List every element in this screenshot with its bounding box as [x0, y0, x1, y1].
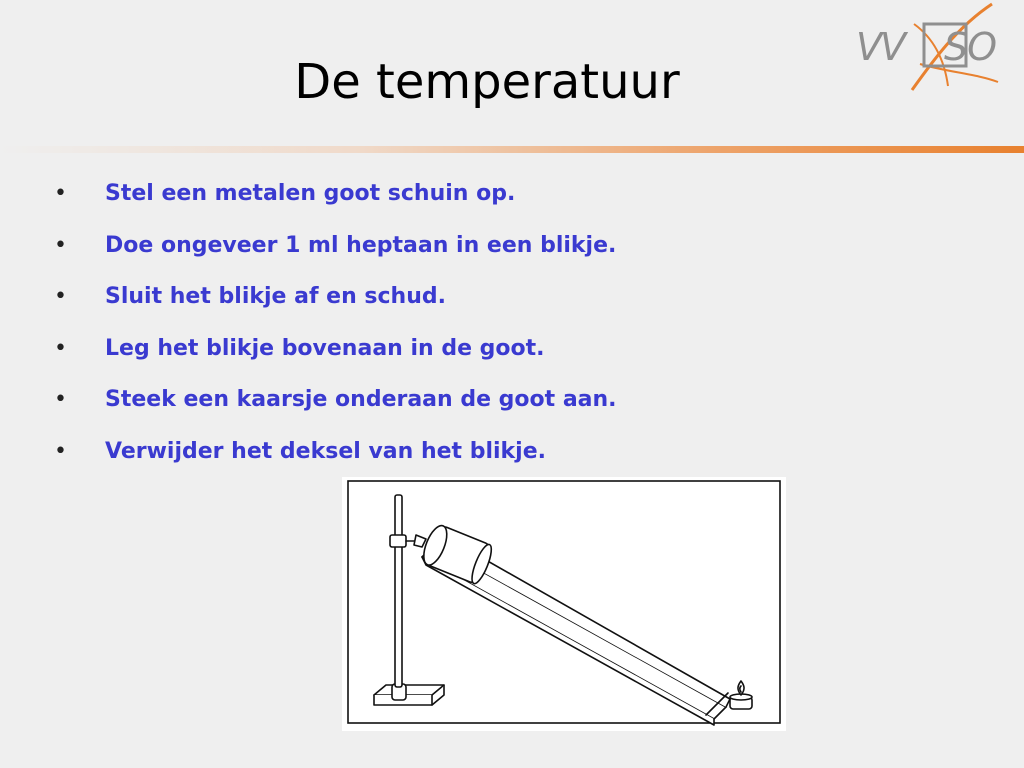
bullet-icon: •	[54, 181, 67, 206]
slide-title: De temperatuur	[294, 54, 680, 110]
bullet-text: Leg het blikje bovenaan in de goot.	[105, 335, 545, 361]
list-item	[54, 325, 954, 377]
bullet-text: Verwijder het deksel van het blikje.	[105, 438, 546, 464]
bullet-list	[54, 170, 954, 479]
bullet-text: Doe ongeveer 1 ml heptaan in een blikje.	[105, 232, 617, 258]
list-item	[54, 376, 954, 428]
bullet-icon: •	[54, 284, 67, 309]
list-item	[54, 273, 954, 325]
title-divider	[0, 146, 1024, 153]
svg-text:SO: SO	[944, 25, 997, 69]
bullet-icon: •	[54, 335, 67, 361]
clamp	[390, 535, 406, 547]
bullet-icon: •	[54, 438, 67, 464]
bullet-icon: •	[54, 387, 67, 412]
bullet-text: Steek een kaarsje onderaan de goot aan.	[105, 387, 617, 412]
logo-text: VV	[856, 25, 904, 69]
stand-base	[374, 685, 444, 695]
bullet-icon: •	[54, 232, 67, 258]
list-item	[54, 170, 954, 222]
list-item	[54, 222, 954, 274]
apparatus-illustration	[342, 477, 786, 731]
bullet-text: Sluit het blikje af en schud.	[105, 284, 446, 309]
bullet-text: Stel een metalen goot schuin op.	[105, 181, 516, 206]
list-item	[54, 428, 954, 480]
stand-rod	[395, 495, 402, 687]
